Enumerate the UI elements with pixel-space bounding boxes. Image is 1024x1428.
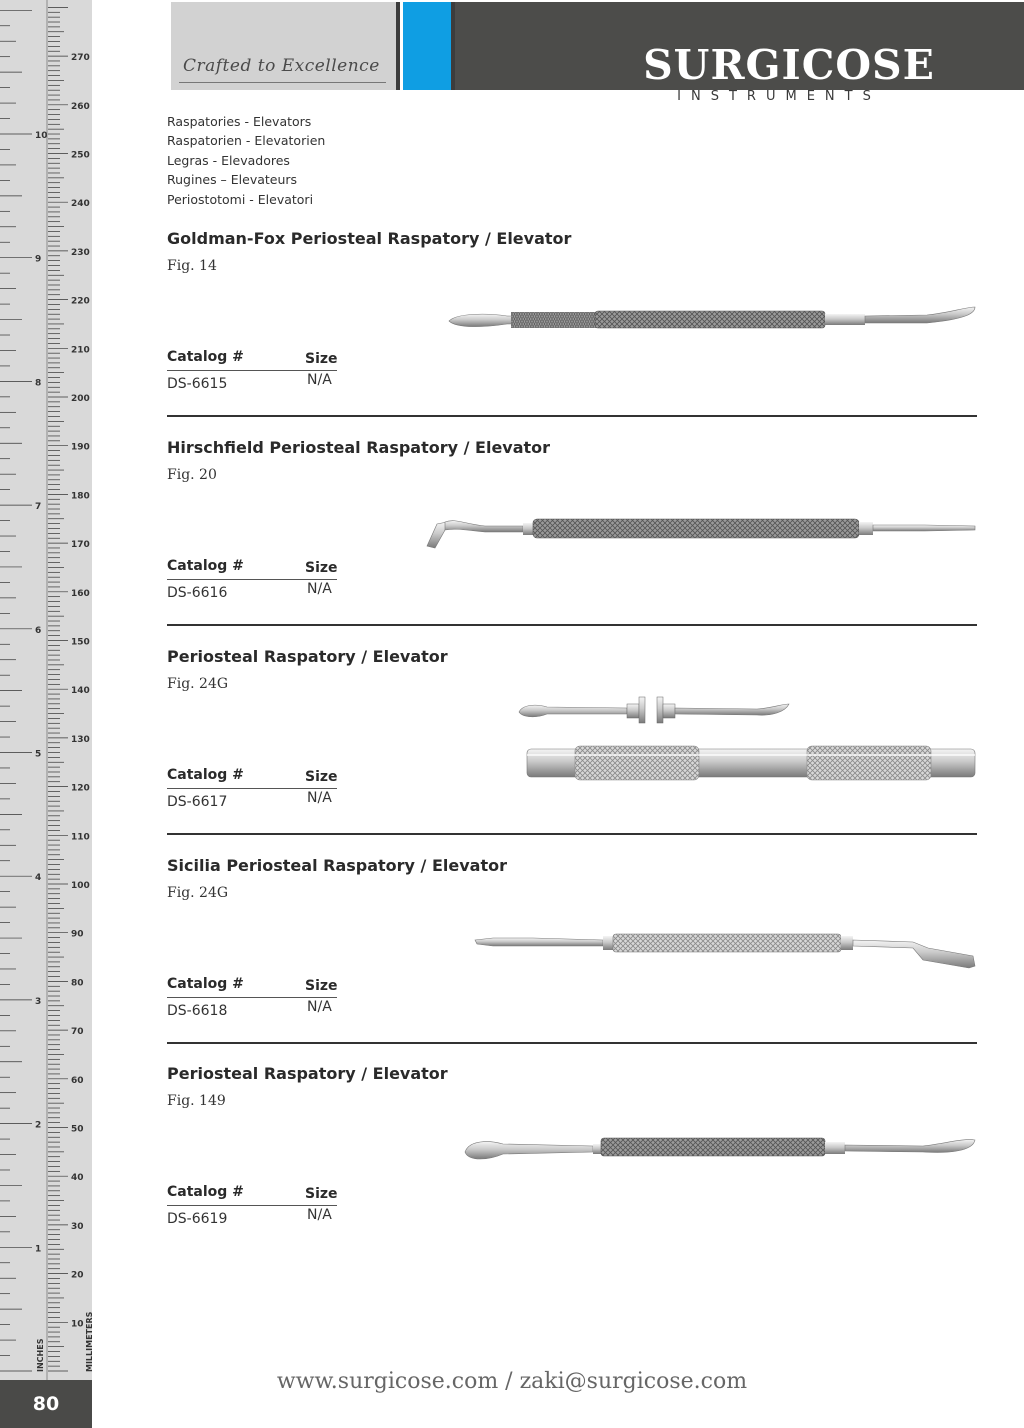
mm-label: 190 (71, 442, 90, 453)
product-figure: Fig. 14 (167, 258, 217, 274)
mm-label: 140 (71, 686, 90, 697)
mm-label: 70 (71, 1027, 84, 1038)
table-divider (167, 1205, 337, 1206)
catalog-number: DS-6617 (167, 794, 228, 810)
inch-label: 1 (35, 1244, 42, 1255)
mm-label: 130 (71, 734, 90, 745)
table-divider (167, 788, 337, 789)
mm-label: 110 (71, 832, 90, 843)
size-value: N/A (307, 790, 332, 806)
table-divider (167, 370, 337, 371)
catalog-number: DS-6618 (167, 1003, 228, 1019)
catalog-number: DS-6615 (167, 376, 228, 392)
product-entry (167, 647, 977, 853)
footer-contact: www.surgicose.com / zaki@surgicose.com (276, 1369, 748, 1394)
size-label: Size (305, 1186, 338, 1202)
catalog-label: Catalog # (167, 558, 244, 574)
instrument-image (473, 926, 977, 976)
mm-label: 230 (71, 247, 90, 258)
mm-label: 100 (71, 881, 90, 891)
section-separator (167, 833, 977, 835)
mm-label: 120 (71, 783, 90, 794)
instrument-image (447, 299, 977, 339)
category-item: Raspatories - Elevators (167, 114, 312, 129)
mm-label: 260 (71, 101, 90, 112)
inch-label: 8 (35, 378, 42, 389)
size-value: N/A (307, 372, 332, 388)
category-item: Periostotomi - Elevatori (167, 191, 314, 207)
product-entry (167, 1064, 977, 1270)
tagline-underline (179, 82, 386, 83)
product-figure: Fig. 24G (167, 885, 229, 901)
page-number: 80 (0, 1380, 92, 1428)
header-divider (396, 2, 400, 90)
mm-label: 30 (71, 1221, 84, 1232)
mm-label: 10 (71, 1319, 84, 1330)
catalog-label: Catalog # (167, 349, 244, 365)
size-label: Size (305, 351, 338, 367)
inch-label: 9 (35, 254, 42, 265)
mm-label: 240 (71, 199, 90, 210)
mm-label: 20 (71, 1270, 84, 1281)
product-entry (167, 856, 977, 1062)
table-divider (167, 997, 337, 998)
product-figure: Fig. 149 (167, 1093, 226, 1109)
mm-label: 250 (71, 150, 90, 161)
catalog-label: Catalog # (167, 1184, 244, 1200)
table-divider (167, 579, 337, 580)
mm-label: 150 (71, 637, 90, 648)
product-title: Sicilia Periosteal Raspatory / Elevator (167, 856, 507, 875)
catalog-number: DS-6619 (167, 1211, 228, 1227)
product-title: Periosteal Raspatory / Elevator (167, 1064, 448, 1083)
inches-label: INCHES (36, 1338, 45, 1372)
mm-label: 220 (71, 296, 90, 307)
section-separator (167, 1042, 977, 1044)
catalog-label: Catalog # (167, 767, 244, 783)
catalog-number: DS-6616 (167, 585, 228, 601)
mm-label: 200 (71, 394, 90, 404)
instrument-image (425, 508, 977, 553)
size-value: N/A (307, 1207, 332, 1223)
millimeters-label: MILLIMETERS (85, 1311, 94, 1372)
header-accent-bar (403, 2, 451, 90)
category-item: Legras - Elevadores (167, 152, 290, 168)
mm-label: 170 (71, 540, 90, 551)
size-label: Size (305, 978, 338, 994)
mm-label: 180 (71, 491, 90, 502)
size-value: N/A (307, 999, 332, 1015)
product-title: Goldman-Fox Periosteal Raspatory / Elevator (167, 229, 572, 248)
product-figure: Fig. 24G (167, 676, 229, 692)
product-entry (167, 438, 977, 644)
category-item: Raspatorien - Elevatorien (167, 133, 326, 149)
ruler (0, 0, 92, 1380)
inch-label: 7 (35, 502, 42, 513)
instrument-image (463, 1130, 977, 1170)
section-separator (167, 624, 977, 626)
tagline: Crafted to Excellence (183, 56, 380, 76)
mm-label: 270 (71, 53, 90, 64)
section-separator (167, 415, 977, 417)
tagline-banner (171, 2, 396, 90)
catalog-label: Catalog # (167, 976, 244, 992)
instrument-handle-image (525, 743, 977, 783)
inch-label: 5 (35, 749, 42, 760)
inch-label: 6 (35, 625, 42, 636)
product-entry (167, 229, 977, 435)
inch-label: 4 (35, 873, 42, 884)
product-title: Hirschfield Periosteal Raspatory / Elevator (167, 438, 551, 457)
inch-label: 10 (35, 131, 48, 141)
size-label: Size (305, 769, 338, 785)
ruler-scale (0, 0, 92, 1380)
category-item: Rugines – Elevateurs (167, 172, 298, 188)
mm-label: 50 (71, 1124, 84, 1135)
mm-label: 80 (71, 978, 84, 989)
product-title: Periosteal Raspatory / Elevator (167, 647, 448, 666)
size-value: N/A (307, 581, 332, 597)
mm-label: 40 (71, 1173, 84, 1184)
mm-label: 60 (71, 1075, 84, 1086)
brand-subtitle: INSTRUMENTS (677, 89, 881, 104)
mm-label: 90 (71, 929, 84, 940)
mm-label: 160 (71, 588, 90, 599)
brand-logo: SURGICOSE (643, 41, 935, 89)
inch-label: 2 (35, 1120, 42, 1131)
mm-label: 210 (71, 345, 90, 356)
category-list (167, 112, 325, 209)
instrument-tips-image (517, 692, 792, 727)
product-figure: Fig. 20 (167, 467, 217, 483)
size-label: Size (305, 560, 338, 576)
inch-label: 3 (35, 996, 42, 1007)
